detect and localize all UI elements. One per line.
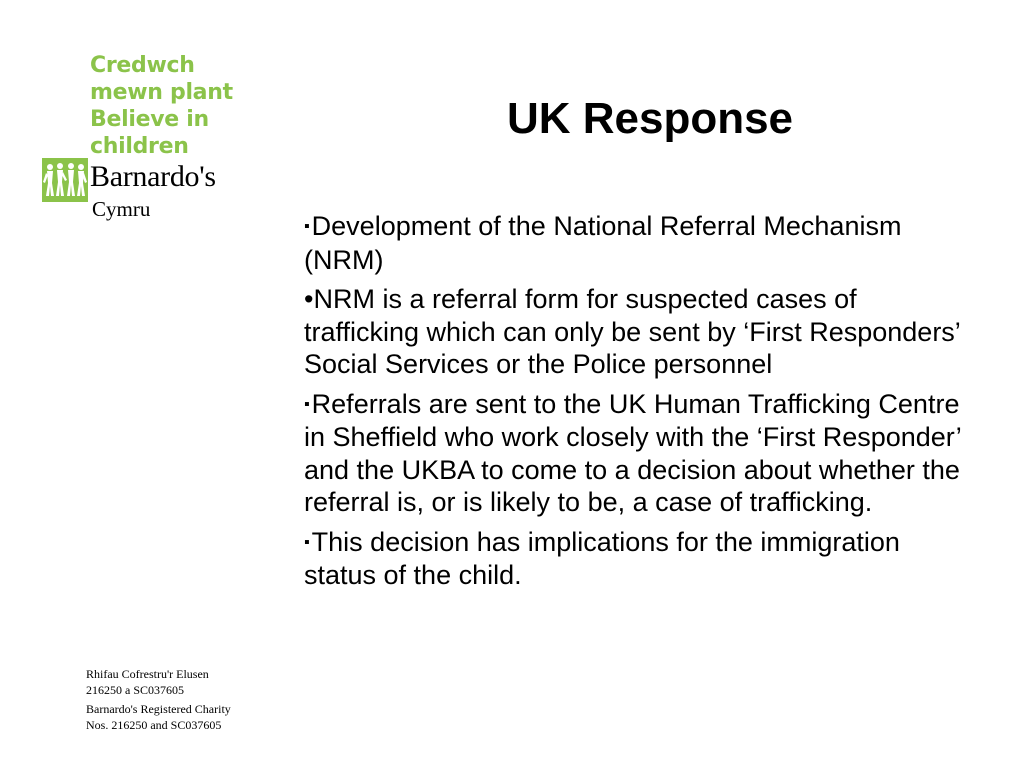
charity-english-label: Barnardo's Registered Charity xyxy=(86,702,231,716)
square-bullet-icon: ▪ xyxy=(304,218,310,235)
tagline-line-3: Believe in xyxy=(90,107,209,132)
slide-title: UK Response xyxy=(506,94,794,143)
bullet-item xyxy=(304,526,964,592)
bullet-text: This decision has implications for the immigration status of the child. xyxy=(304,526,900,590)
tagline-line-4: children xyxy=(90,134,189,159)
bullet-item xyxy=(304,388,964,519)
tagline-line-2: mewn plant xyxy=(90,80,233,105)
charity-welsh-label: Rhifau Cofrestru'r Elusen xyxy=(86,667,209,681)
bullet-text: Referrals are sent to the UK Human Trafficking Centre in Sheffield who work closely with the ‘First Responder’ and the UKBA to come to a decision about whether the referral is, or is likely to be, a case of trafficking. xyxy=(304,388,961,517)
bullet-item xyxy=(304,210,964,276)
square-bullet-icon: ▪ xyxy=(304,395,310,413)
logo-tagline xyxy=(90,52,280,160)
bullet-text: Development of the National Referral Mechanism (NRM) xyxy=(304,211,902,275)
bullet-list xyxy=(304,210,964,599)
charity-registration xyxy=(86,667,231,733)
square-bullet-icon: ▪ xyxy=(304,533,310,551)
charity-english-numbers: Nos. 216250 and SC037605 xyxy=(86,717,222,732)
bullet-text: NRM is a referral form for suspected cases of trafficking which can only be sent by ‘First Responders’ Social Services or the Police personnel xyxy=(304,284,960,379)
people-figures-icon xyxy=(42,158,88,202)
round-bullet-icon: • xyxy=(304,284,314,314)
bullet-item xyxy=(304,283,964,381)
brand-region: Cymru xyxy=(92,197,151,221)
charity-welsh-numbers: 216250 a SC037605 xyxy=(86,682,185,697)
tagline-line-1: Credwch xyxy=(90,53,195,78)
brand-name: Barnardo's xyxy=(90,160,216,193)
